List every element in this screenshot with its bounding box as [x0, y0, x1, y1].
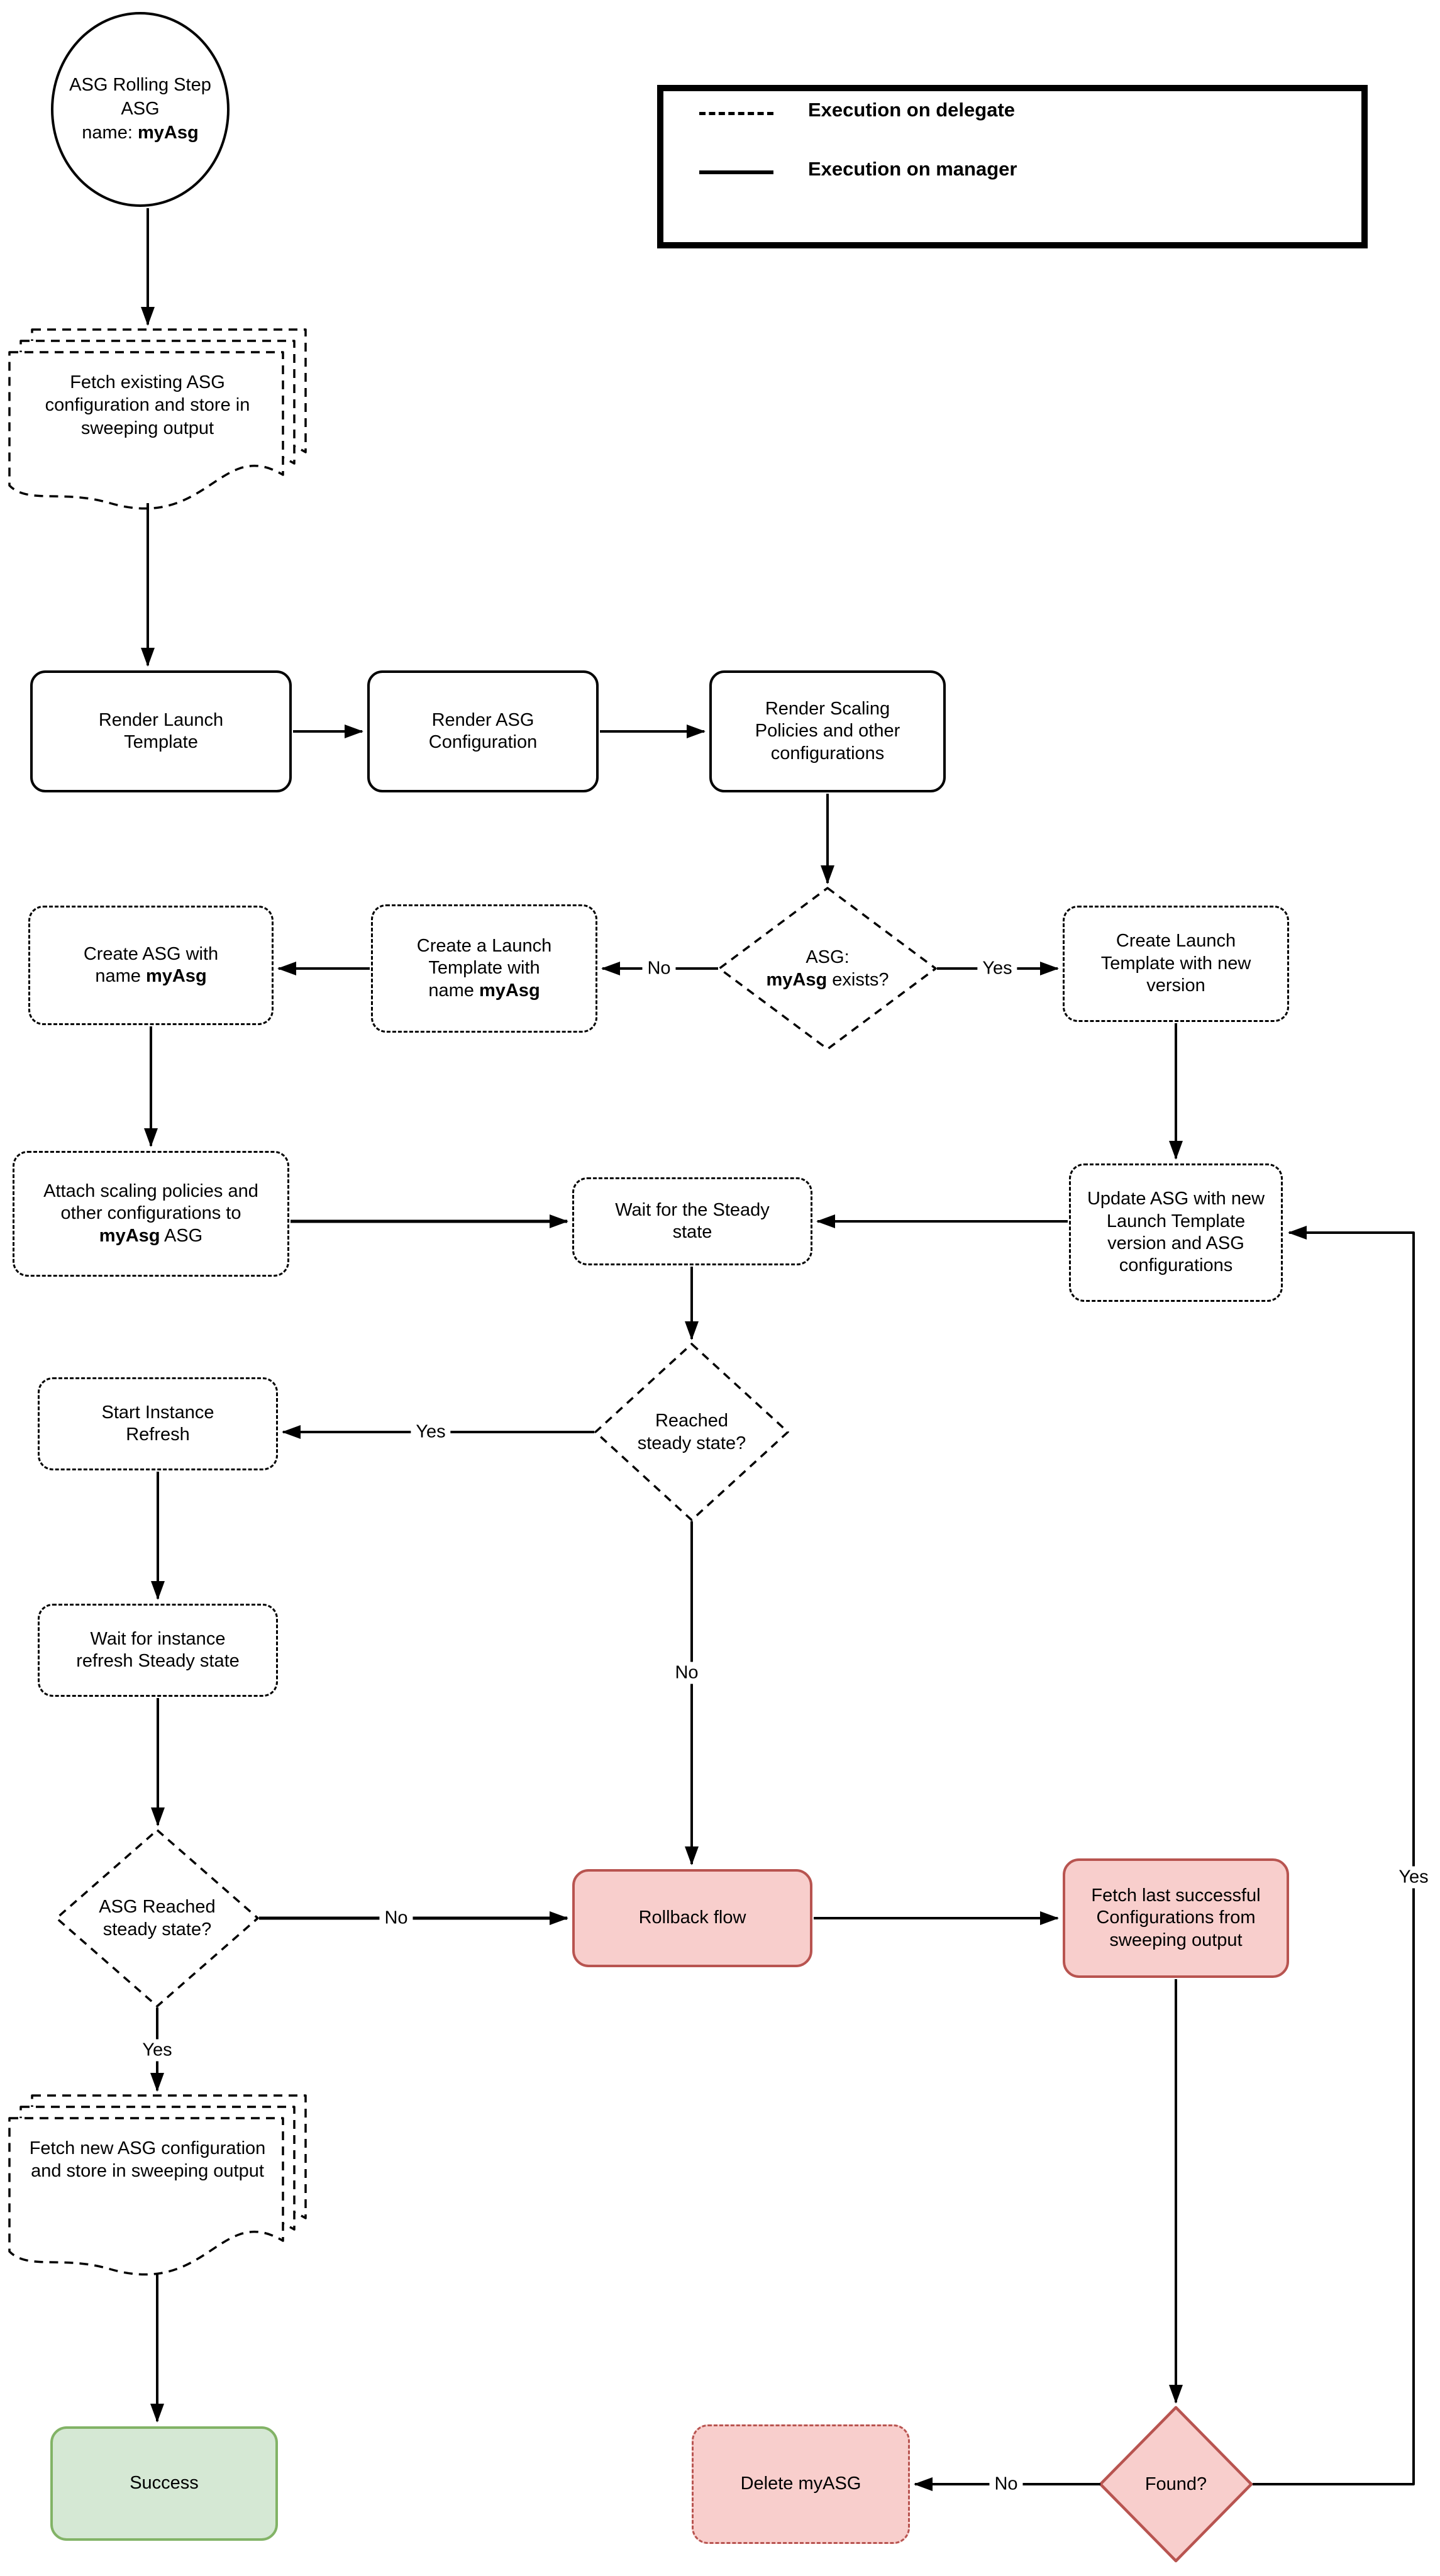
- edge-label-found-no: No: [989, 2473, 1022, 2496]
- edge-label-asg-reached-yes: Yes: [137, 2040, 177, 2062]
- start-instance-refresh-node: Start Instance Refresh: [38, 1377, 278, 1470]
- start-subtitle: ASG: [121, 99, 160, 119]
- render-asg-configuration-node: Render ASG Configuration: [367, 670, 599, 792]
- create-asg-node: Create ASG with name myAsg: [28, 906, 274, 1025]
- edge-label-reached-yes: Yes: [411, 1421, 450, 1443]
- found-diamond-label: Found?: [1144, 2473, 1207, 2494]
- asg-exists-diamond-label: ASG: myAsg exists?: [766, 947, 889, 990]
- legend-solid-line-sample: [699, 170, 773, 174]
- delete-asg-node: Delete myASG: [692, 2424, 910, 2544]
- fetch-last-successful-node: Fetch last successful Configurations from sweeping output: [1063, 1858, 1289, 1978]
- flow-connectors: [148, 208, 1414, 2484]
- create-launch-template-new-version-node: Create Launch Template with new version: [1063, 906, 1289, 1022]
- edge-label-asg-reached-no: No: [379, 1907, 413, 1929]
- fetch-new-node-label: Fetch new ASG configuration and store in sweeping output: [29, 2138, 266, 2182]
- create-launch-template-named-node: Create a Launch Template with name myAsg: [371, 904, 597, 1033]
- legend-delegate-label: Execution on delegate: [808, 99, 1016, 121]
- start-name-prefix: name:: [82, 122, 138, 143]
- multi-document-fetch-new: [9, 2096, 306, 2275]
- edge-label-reached-no: No: [670, 1662, 703, 1684]
- rollback-flow-node: Rollback flow: [572, 1869, 812, 1967]
- edge-label-exists-yes: Yes: [977, 958, 1017, 980]
- start-name-value: myAsg: [137, 122, 199, 143]
- start-node: [51, 12, 230, 207]
- edge-label-exists-no: No: [642, 958, 675, 980]
- start-title: ASG Rolling Step: [69, 75, 211, 96]
- asg-reached-steady-diamond-label: ASG Reached steady state?: [99, 1896, 216, 1940]
- edge-label-found-yes: Yes: [1393, 1867, 1433, 1889]
- wait-instance-refresh-node: Wait for instance refresh Steady state: [38, 1604, 278, 1697]
- render-launch-template-node: Render Launch Template: [30, 670, 292, 792]
- attach-scaling-policies-node: Attach scaling policies and other configurations to myAsg ASG: [13, 1151, 289, 1277]
- legend-manager-label: Execution on manager: [808, 158, 1017, 180]
- legend-dashed-line-sample: [699, 112, 773, 115]
- fetch-existing-node-label: Fetch existing ASG configuration and store in sweeping output: [45, 372, 250, 438]
- update-asg-node: Update ASG with new Launch Template version and ASG configurations: [1069, 1163, 1283, 1302]
- wait-steady-state-node: Wait for the Steady state: [572, 1177, 812, 1265]
- legend: [657, 85, 1368, 248]
- render-scaling-policies-node: Render Scaling Policies and other configurations: [709, 670, 946, 792]
- reached-steady-diamond-label: Reached steady state?: [637, 1410, 746, 1453]
- success-node: Success: [50, 2426, 278, 2541]
